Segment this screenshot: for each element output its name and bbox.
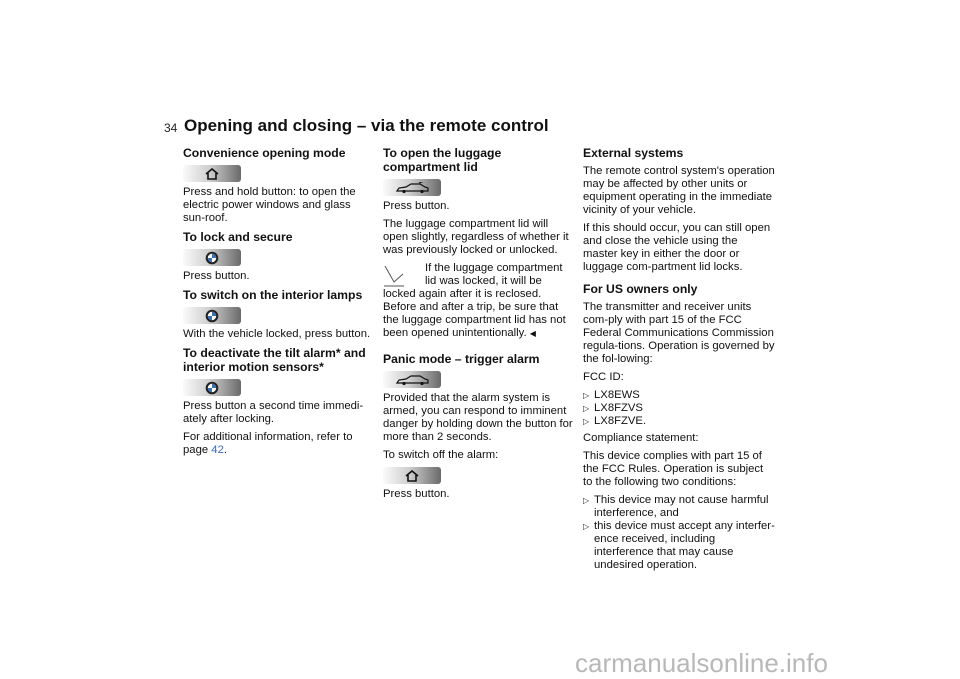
list-item: ▷ LX8EWS [583,389,775,402]
list-item: ▷ this device must accept any interfer-ence received, including interference that may cause undesired operation. [583,520,775,572]
note-text-1: If the luggage compartment lid was locked, it will be locked again after it is reclosed. [383,262,563,300]
body-text: Press and hold button: to open the electric power windows and glass sun-roof. [183,186,356,224]
body-text: To switch off the alarm: [383,449,499,461]
end-mark-icon: ◀ [529,329,536,338]
fcc-id-list [583,389,775,428]
body-text: The transmitter and receiver units com-ply with part 15 of the FCC Federal Communications Commission regula-tions. Operation is governed by the fol-lowing: [583,301,775,365]
column-middle [383,146,575,506]
note-block [383,262,575,340]
section-heading: To lock and secure [183,230,293,244]
body-text: Press button. [183,270,250,282]
body-text: Press button. [383,488,450,500]
column-right [583,146,775,576]
body-text: This device complies with part 15 of the FCC Rules. Operation is subject to the following two conditions: [583,450,764,488]
section-heading: To deactivate the tilt alarm* and interior motion sensors* [183,346,366,374]
note-text-2: Before and after a trip, be sure that the luggage compartment lid has not been opened unintentionally. [383,301,566,339]
section-heading: For US owners only [583,282,698,296]
section-heading: To switch on the interior lamps [183,288,363,302]
bmw-logo-button-icon [183,379,241,396]
column-left [183,146,375,462]
list-item: ▷ LX8FZVS [583,402,775,415]
page-title: Opening and closing – via the remote control [184,116,549,135]
body-text: The remote control system's operation may be affected by other units or equipment operating in the immediate vicinity of your vehicle. [583,165,775,216]
note-text [383,301,575,340]
watermark: carmanualsonline.info [575,648,828,678]
reference-end: . [223,444,227,456]
body-text: The luggage compartment lid will open slightly, regardless of whether it was previously locked or unlocked. [383,218,569,256]
list-item: ▷ LX8FZVE. [583,415,775,428]
section-heading: Panic mode – trigger alarm [383,352,540,366]
section-heading: To open the luggage compartment lid [383,146,502,174]
page-number: 34 [164,121,178,135]
compliance-label: Compliance statement: [583,432,699,444]
reference-text [183,431,375,457]
body-text: Press button a second time immedi-ately after locking. [183,400,364,425]
house-button-icon [183,165,241,182]
conditions-list [583,494,775,572]
body-text: With the vehicle locked, press button. [183,328,371,340]
note-arrow-icon [383,264,405,288]
list-item: ▷ This device may not cause harmful interference, and [583,494,775,520]
section-heading: Convenience opening mode [183,146,346,160]
body-text: If this should occur, you can still open and close the vehicle using the master key in either the door or luggage com-partment lid locks. [583,222,771,273]
reference-label: For additional information, refer to page [183,431,353,456]
body-text: Provided that the alarm system is armed, you can respond to imminent danger by holding down the button for more than 2 seconds. [383,392,573,443]
car-trunk-button-icon [383,179,441,196]
house-button-icon [383,467,441,484]
bmw-logo-button-icon [183,249,241,266]
note-text [383,262,575,301]
fcc-label: FCC ID: [583,371,624,383]
body-text: Press button. [383,200,450,212]
page-link[interactable]: 42 [211,444,224,456]
section-heading: External systems [583,146,684,160]
car-panic-button-icon [383,371,441,388]
bmw-logo-button-icon [183,307,241,324]
